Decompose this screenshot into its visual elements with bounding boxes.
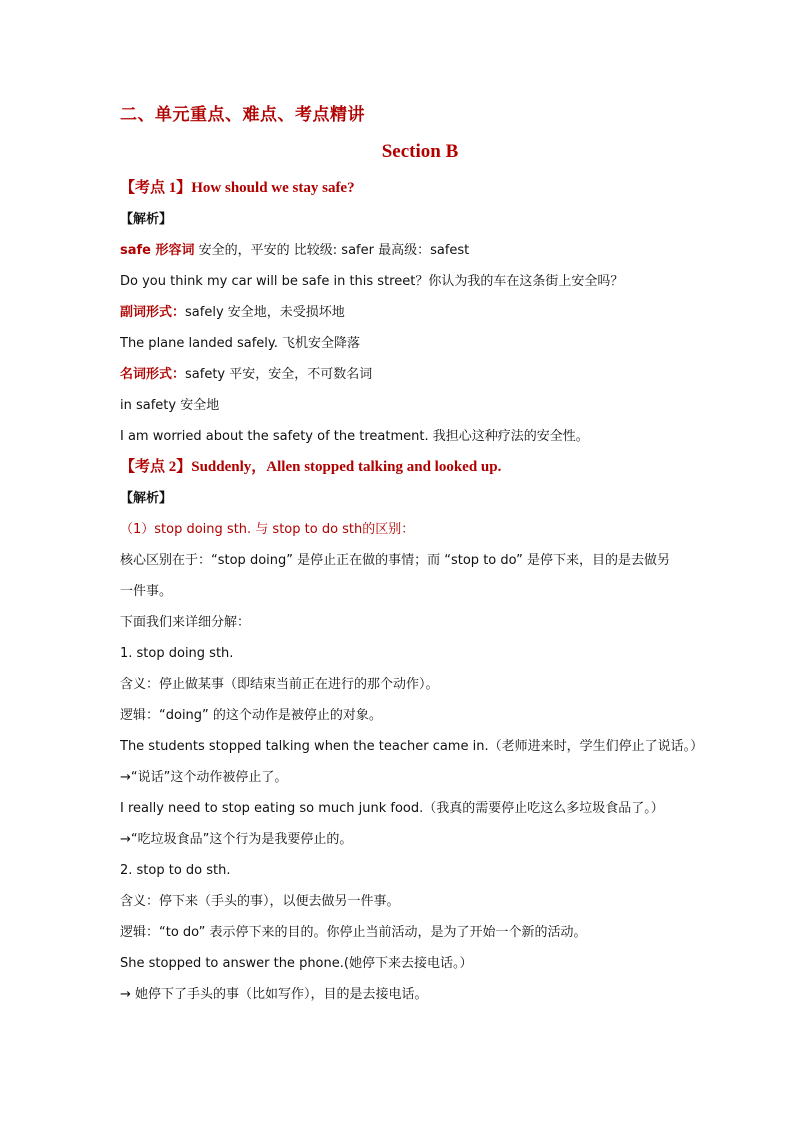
adverb-def: safely 安全地，未受损坏地 bbox=[185, 305, 345, 320]
point-2-meaning: 含义：停下来（手头的事），以便去做另一件事。 bbox=[120, 894, 400, 909]
point-1-note-1: →“说话”这个动作被停止了。 bbox=[120, 770, 288, 785]
subheading-1: （1）stop doing sth. 与 stop to do sth的区别： bbox=[120, 522, 415, 537]
point-2-example-1: She stopped to answer the phone.(她停下来去接电话。） bbox=[120, 956, 473, 971]
section-title: Section B bbox=[381, 141, 459, 162]
core-difference: 核心区别在于：“stop doing” 是停止正在做的事情；而 “stop to do” 是停下来，目的是去做另一件事。 bbox=[120, 553, 670, 599]
kp2-analysis-label: 【解析】 bbox=[120, 491, 173, 506]
adverb-form bbox=[120, 297, 680, 328]
phrase: in safety 安全地 bbox=[120, 398, 220, 413]
point-2-note-1: → 她停下了手头的事（比如写作），目的是去接电话。 bbox=[120, 987, 428, 1002]
unit-heading: 二、单元重点、难点、考点精讲 bbox=[120, 105, 365, 125]
kp1-analysis-label: 【解析】 bbox=[120, 212, 173, 227]
noun-form bbox=[120, 359, 680, 390]
safe-def-text: 安全的，平安的 比较级: safer 最高级：safest bbox=[194, 243, 470, 258]
kp1-title: 【考点 1】How should we stay safe? bbox=[120, 180, 355, 196]
example-1: Do you think my car will be safe in this street？你认为我的车在这条街上安全吗？ bbox=[120, 274, 624, 289]
example-3: I am worried about the safety of the treatment. 我担心这种疗法的安全性。 bbox=[120, 429, 589, 444]
point-1-example-1: The students stopped talking when the teacher came in.（老师进来时，学生们停止了说话。） bbox=[120, 739, 704, 754]
noun-label: 名词形式： bbox=[120, 367, 186, 382]
point-2-title: 2. stop to do sth. bbox=[120, 863, 231, 878]
kp2-title: 【考点 2】Suddenly，Allen stopped talking and looked up. bbox=[120, 459, 502, 475]
example-2: The plane landed safely. 飞机安全降落 bbox=[120, 336, 360, 351]
safe-word: safe 形容词 bbox=[120, 243, 195, 258]
document-page bbox=[120, 100, 704, 1010]
point-1-title: 1. stop doing sth. bbox=[120, 646, 234, 661]
intro-text: 下面我们来详细分解： bbox=[120, 615, 251, 630]
safe-definition bbox=[120, 235, 680, 266]
noun-def: safety 平安，安全，不可数名词 bbox=[185, 367, 373, 382]
point-1-example-2: I really need to stop eating so much junk food.（我真的需要停止吃这么多垃圾食品了。） bbox=[120, 801, 664, 816]
point-1-note-2: →“吃垃圾食品”这个行为是我要停止的。 bbox=[120, 832, 353, 847]
point-2-logic: 逻辑：“to do” 表示停下来的目的。你停止当前活动，是为了开始一个新的活动。 bbox=[120, 925, 587, 940]
adverb-label: 副词形式： bbox=[120, 305, 186, 320]
point-1-meaning: 含义：停止做某事（即结束当前正在进行的那个动作）。 bbox=[120, 677, 439, 692]
point-1-logic: 逻辑：“doing” 的这个动作是被停止的对象。 bbox=[120, 708, 382, 723]
